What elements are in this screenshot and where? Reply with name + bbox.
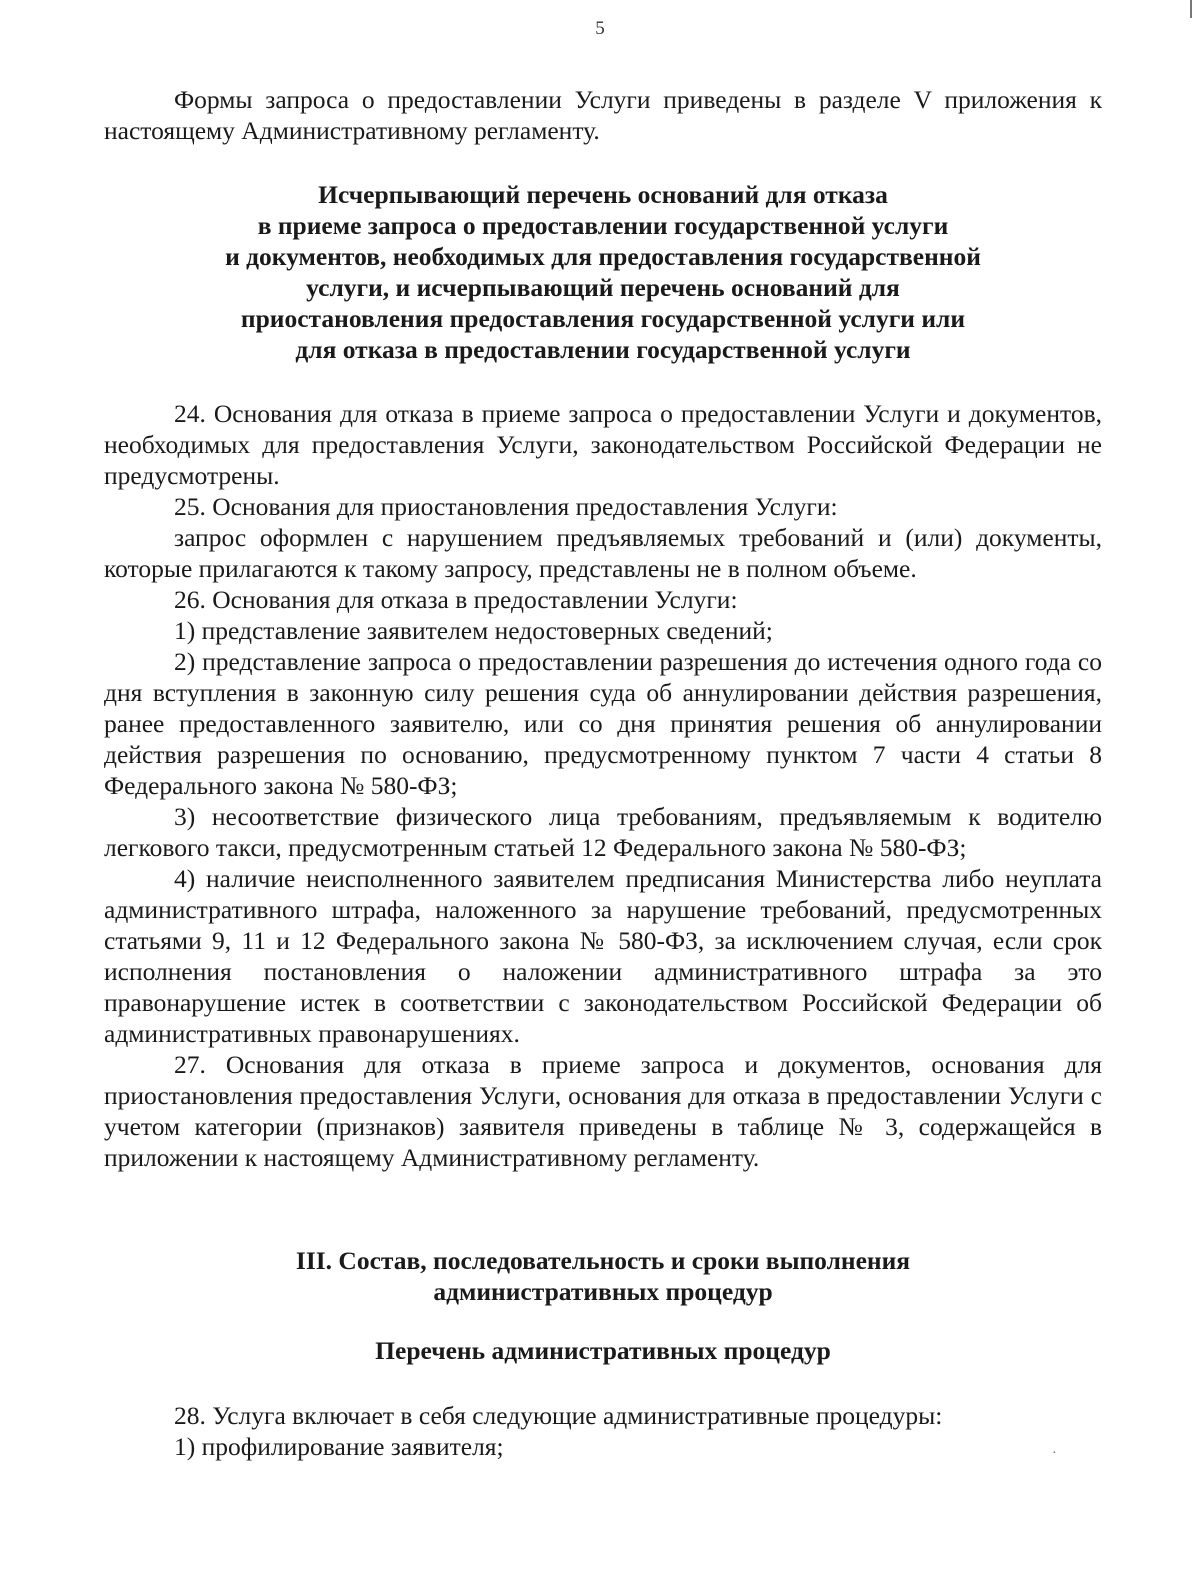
paragraph-26-item-4: 4) наличие неисполненного заявителем предписания Министерства либо неуплата административного штрафа, наложенного за нарушение требований, предусмотренных статьями 9, 11 и 12 Федерального закона № 580-ФЗ, за исключением случая, если срок исполнения постановления о наложении административного штрафа за это правонарушение истек в соответствии с законодательством Российской Федерации об административных правонарушениях.	[104, 864, 1102, 1048]
paragraph-26-item-1: 1) представление заявителем недостоверных сведений;	[174, 616, 773, 645]
paragraph-24: 24. Основания для отказа в приеме запроса о предоставлении Услуги и документов, необходимых для предоставления Услуги, законодательством Российской Федерации не предусмотрены.	[104, 399, 1102, 490]
paragraph-26-item-3: 3) несоответствие физического лица требованиям, предъявляемым к водителю легкового такси, предусмотренным статьей 12 Федерального закона № 580-ФЗ;	[104, 802, 1102, 862]
scan-speck: ·	[1052, 1446, 1057, 1461]
paragraph-28: 28. Услуга включает в себя следующие административные процедуры:	[174, 1401, 943, 1430]
paragraph-28-item-1: 1) профилирование заявителя;	[174, 1432, 504, 1461]
heading-line: для отказа в предоставлении государственной услуги	[295, 335, 911, 364]
subsection-title: Перечень административных процедур	[375, 1336, 831, 1365]
paragraph-25: 25. Основания для приостановления предоставления Услуги:	[174, 492, 838, 521]
section-title-line: административных процедур	[433, 1277, 773, 1306]
intro-paragraph: Формы запроса о предоставлении Услуги приведены в разделе V приложения к настоящему Административному регламенту.	[104, 85, 1102, 145]
paragraph-26-item-2: 2) представление запроса о предоставлении разрешения до истечения одного года со дня вступления в законную силу решения суда об аннулировании действия разрешения, ранее предоставленного заявителю, или со дня принятия решения об аннулировании действия разрешения по основанию, предусмотренному пунктом 7 части 4 статьи 8 Федерального закона № 580-ФЗ;	[104, 647, 1102, 800]
heading-line: в приеме запроса о предоставлении государственной услуги	[257, 211, 949, 240]
paragraph-25-item: запрос оформлен с нарушением предъявляемых требований и (или) документы, которые прилагаются к такому запросу, представлены не в полном объеме.	[104, 523, 1102, 583]
scan-edge-mark	[1190, 0, 1192, 18]
heading-refusal-grounds	[104, 179, 1102, 365]
page-number: 5	[595, 18, 605, 39]
paragraph-26: 26. Основания для отказа в предоставлении Услуги:	[174, 585, 738, 614]
heading-line: и документов, необходимых для предоставления государственной	[225, 242, 981, 271]
section-3-heading	[104, 1245, 1102, 1307]
heading-line: услуги, и исчерпывающий перечень оснований для	[306, 273, 900, 302]
heading-line: приостановления предоставления государственной услуги или	[240, 304, 966, 333]
page-content	[104, 84, 1102, 1462]
paragraph-27: 27. Основания для отказа в приеме запроса и документов, основания для приостановления предоставления Услуги, основания для отказа в предоставлении Услуги с учетом категории (признаков) заявителя приведены в таблице № 3, содержащейся в приложении к настоящему Административному регламенту.	[104, 1050, 1102, 1172]
heading-line: Исчерпывающий перечень оснований для отказа	[318, 180, 888, 209]
section-title-line: III. Состав, последовательность и сроки выполнения	[295, 1246, 911, 1275]
